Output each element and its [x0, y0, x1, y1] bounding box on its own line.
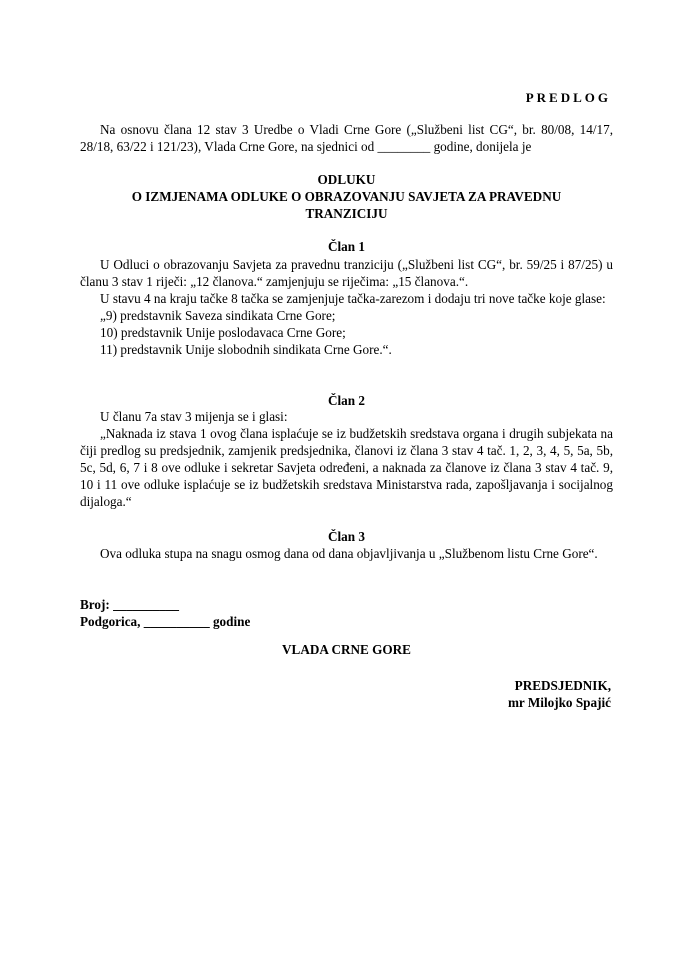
- decision-title: [80, 171, 613, 222]
- title-line-1: ODLUKU: [317, 172, 376, 187]
- preamble: [80, 121, 613, 155]
- footer-government: VLADA CRNE GORE: [282, 642, 411, 657]
- title-line-2: O IZMJENAMA ODLUKE O OBRAZOVANJU SAVJETA ZA PRAVEDNU TRANZICIJU: [131, 189, 562, 221]
- footer-broj: Broj: __________: [80, 597, 180, 612]
- article-2-body: [80, 408, 613, 510]
- article-2-para-2: „Naknada iz stava 1 ovog člana isplaćuje se iz budžetskih sredstava organa i drugih subjekata na čiji predlog su predsjednik, zamjenik predsjednika, članovi iz člana 3 stav 4 tač. 1, 2, 3, 4, 5, 5a, 5b, 5c, 5d, 6, 7 i 8 ove odluke i sekretar Savjeta određeni, a naknada za članove iz člana 3 stav 4 tač. 9, 10 i 11 ove odluke isplaćuje se iz budžetskih sredstava Ministarstva rada, zapošljavanja i socijalnog dijaloga.“: [80, 426, 613, 509]
- article-1-para-1: U Odluci o obrazovanju Savjeta za pravednu tranziciju („Službeni list CG“, br. 59/25 i 87/25) u članu 3 stav 1 riječi: „12 članova.“ zamjenjuju se riječima: „15 članova.“.: [80, 257, 613, 289]
- article-2-para-1: U članu 7a stav 3 mijenja se i glasi:: [100, 409, 288, 424]
- signature-block: [508, 677, 611, 711]
- article-1-item-1: „9) predstavnik Saveza sindikata Crne Gore;: [100, 308, 336, 323]
- article-2-heading: Član 2: [327, 393, 365, 408]
- article-1-heading: Član 1: [327, 239, 365, 254]
- preamble-text: Na osnovu člana 12 stav 3 Uredbe o Vladi Crne Gore („Službeni list CG“, br. 80/08, 14/17, 28/18, 63/22 i 121/23), Vlada Crne Gore, na sjednici od ________ godine, donijela je: [80, 122, 613, 154]
- signature-position: PREDSJEDNIK,: [514, 678, 611, 693]
- footer-place-date: Podgorica, __________ godine: [80, 614, 251, 629]
- document-label: PREDLOG: [525, 90, 611, 105]
- article-3-body: [80, 545, 613, 562]
- article-3-para-1: Ova odluka stupa na snagu osmog dana od dana objavljivanja u „Službenom listu Crne Gore“.: [100, 546, 598, 561]
- article-1-item-3: 11) predstavnik Unije slobodnih sindikata Crne Gore.“.: [100, 342, 392, 357]
- article-1-body: [80, 256, 613, 358]
- article-3-heading: Član 3: [327, 529, 365, 544]
- article-1-para-2: U stavu 4 na kraju tačke 8 tačka se zamjenjuje tačka-zarezom i dodaju tri nove tačke koje glase:: [100, 291, 606, 306]
- footer-details: [80, 596, 613, 630]
- article-1-item-2: 10) predstavnik Unije poslodavaca Crne Gore;: [100, 325, 346, 340]
- signature-name: mr Milojko Spajić: [507, 695, 611, 710]
